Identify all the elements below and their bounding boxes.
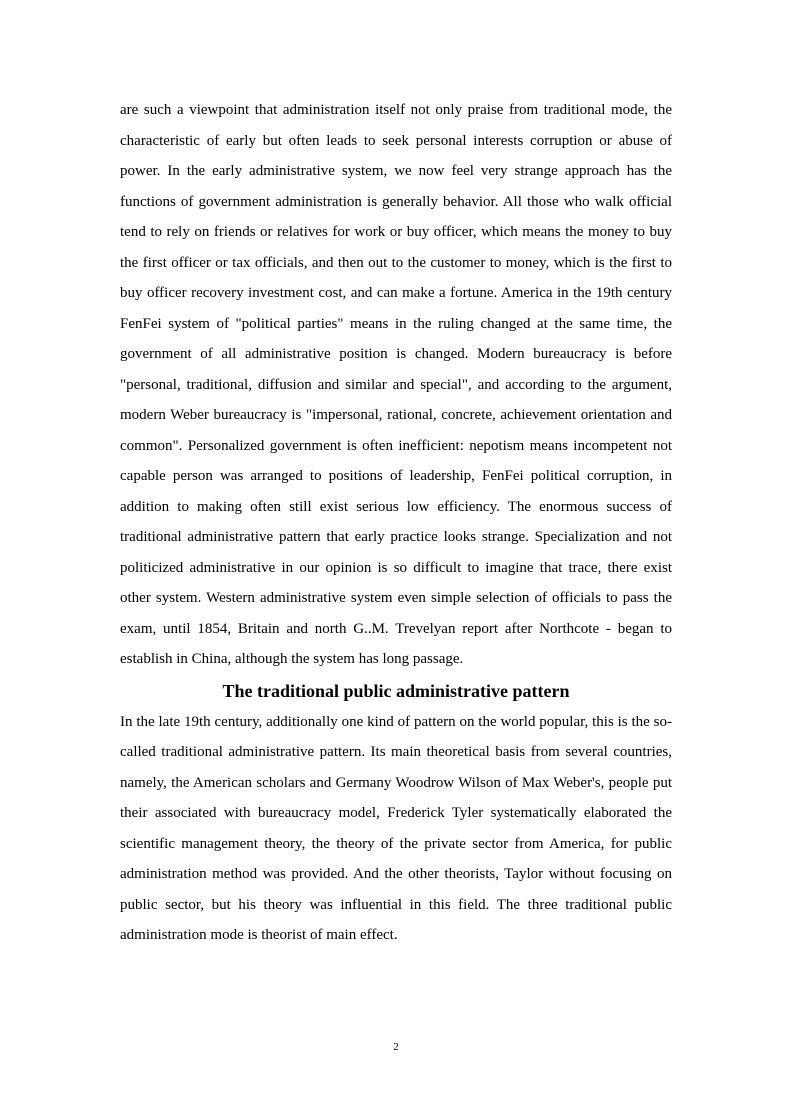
document-page [120, 95, 672, 951]
section-heading: The traditional public administrative pattern [222, 680, 570, 701]
body-paragraph-1: are such a viewpoint that administration itself not only praise from traditional mode, the characteristic of early but often leads to seek personal interests corruption or abuse of power. In the early administrative system, we now feel very strange approach has the functions of government administration is generally behavior. All those who walk official tend to rely on friends or relatives for work or buy officer, which means the money to buy the first officer or tax officials, and then out to the customer to money, which is the first to buy officer recovery investment cost, and can make a fortune. America in the 19th century FenFei system of "political parties" means in the ruling changed at the same time, the government of all administrative position is changed. Modern bureaucracy is before "personal, traditional, diffusion and similar and special", and according to the argument, modern Weber bureaucracy is "impersonal, rational, concrete, achievement orientation and common". Personalized government is often inefficient: nepotism means incompetent not capable person was arranged to positions of leadership, FenFei political corruption, in addition to making often still exist serious low efficiency. The enormous success of traditional administrative pattern that early practice looks strange. Specialization and not politicized administrative in our opinion is so difficult to imagine that trace, there exist other system. Western administrative system even simple selection of officials to pass the exam, until 1854, Britain and north G..M. Trevelyan report after Northcote - began to establish in China, although the system has long passage. [120, 102, 672, 667]
page-number: 2 [393, 1041, 399, 1053]
body-paragraph-2: In the late 19th century, additionally one kind of pattern on the world popular, this is the so-called traditional administrative pattern. Its main theoretical basis from several countries, namely, the American scholars and Germany Woodrow Wilson of Max Weber's, people put their associated with bureaucracy model, Frederick Tyler systematically elaborated the scientific management theory, the theory of the private sector from America, for public administration method was provided. And the other theorists, Taylor without focusing on public sector, but his theory was influential in this field. The three traditional public administration mode is theorist of main effect. [120, 713, 672, 943]
